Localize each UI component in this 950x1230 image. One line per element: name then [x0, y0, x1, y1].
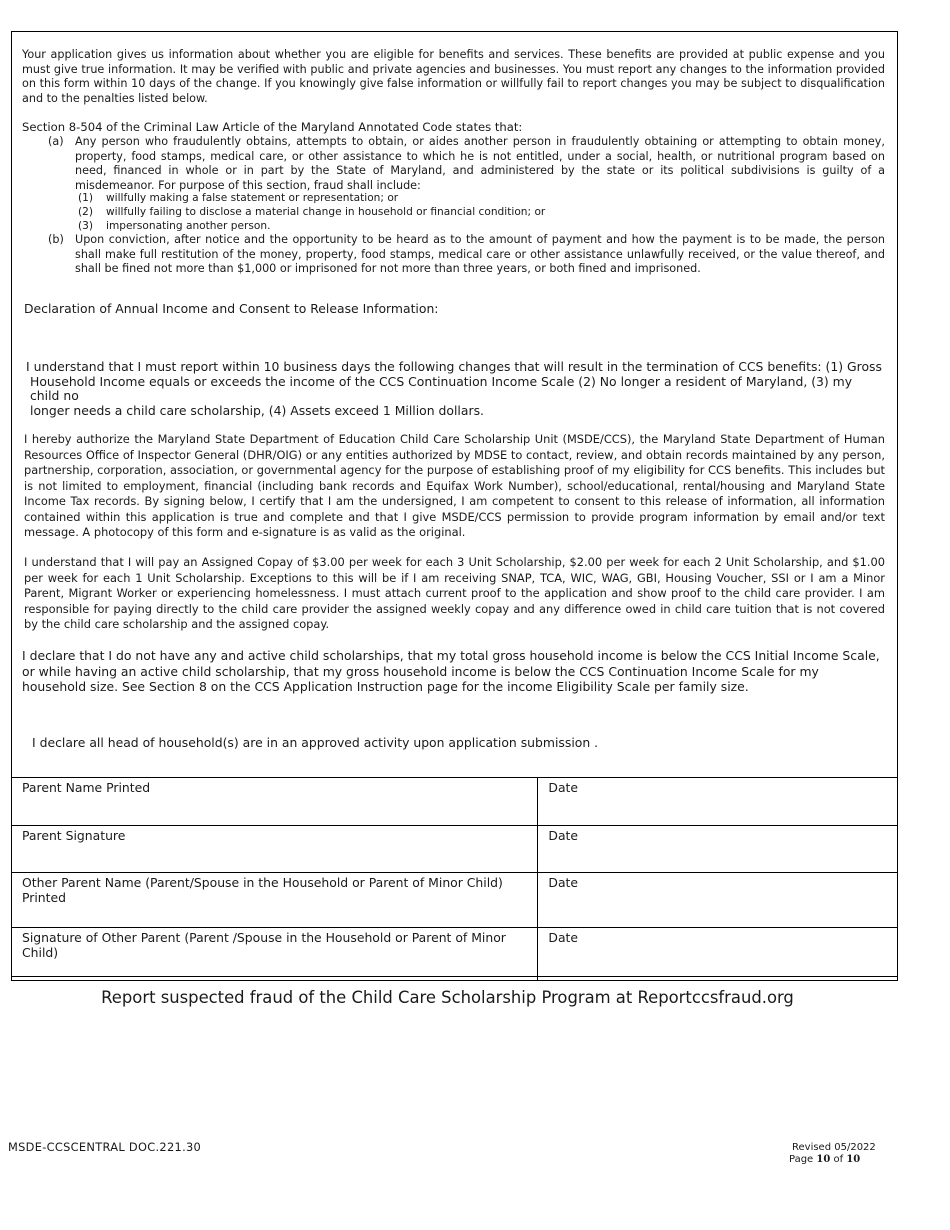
law-clause-a	[48, 135, 885, 193]
copay-paragraph: I understand that I will pay an Assigned Copay of $3.00 per week for each 3 Unit Scholarship, $2.00 per week for each 2 Unit Scholarship, and $1.00 per week for each 1 Unit Scholarship. Exceptions to this will be if I am receiving SNAP, TCA, WIC, WAG, GBI, Housing Voucher, SSI or I am a Minor Parent, Migrant Worker or experiencing homelessness. I must attach current proof to the application and show proof to the child care provider. I am responsible for paying directly to the child care provider the assigned weekly copay and any difference owed in child care tuition that is not covered by the child care scholarship and the assigned copay.	[24, 555, 885, 631]
declaration-title: Declaration of Annual Income and Consent to Release Information:	[24, 301, 439, 316]
fraud-item-number: (1)	[78, 192, 94, 204]
law-heading: Section 8-504 of the Criminal Law Article of the Maryland Annotated Code states that:	[22, 120, 523, 134]
fraud-item-number: (3)	[78, 220, 94, 232]
document-id: MSDE-CCSCENTRAL DOC.221.30	[8, 1140, 202, 1154]
date-field[interactable]: Date	[538, 778, 898, 826]
authorization-paragraph: I hereby authorize the Maryland State Department of Education Child Care Scholarship Unit (MSDE/CCS), the Maryland State Department of Human Resources Office of Inspector General (DHR/OIG) or any entities authorized by MDSE to contact, review, and obtain records maintained by any person, partnership, corporation, association, or governmental agency for the purpose of establishing proof of my eligibility for CCS benefits. This includes but is not limited to employment, financial (including bank records and Equifax Work Number), school/educational, rental/housing and Maryland State Income Tax records. By signing below, I certify that I am the undersigned, I am competent to consent to this release of information, all information contained within this application is true and complete and that I give MSDE/CCS permission to provide program information by email and/or text message. A photocopy of this form and e-signature is as valid as the original.	[24, 432, 885, 539]
signature-table	[11, 777, 898, 981]
signature-row	[12, 826, 898, 873]
clause-a-text: Any person who fraudulently obtains, attempts to obtain, or aides another person in fraudulently obtaining or attempting to obtain money, property, food stamps, medical care, or other assistance to which he is not entitled, under a social, health, or nutritional program based on need, financed in whole or in part by the State of Maryland, and administered by the state or its political subdivisions is guilty of a misdemeanor. For purpose of this section, fraud shall include:	[75, 135, 885, 192]
revised-date: Revised 05/2022	[792, 1142, 876, 1153]
fraud-item-text: impersonating another person.	[106, 220, 271, 232]
fraud-item-text: willfully making a false statement or representation; or	[106, 192, 399, 204]
form-frame	[11, 31, 898, 977]
page-number	[789, 1154, 860, 1165]
parent-name-field[interactable]: Parent Name Printed	[12, 778, 538, 826]
clause-b-text: Upon conviction, after notice and the opportunity to be heard as to the amount of payment and how the payment is to be made, the person shall make full restitution of the money, property, food stamps, medical care or other assistance unlawfully received, or the value thereof, and shall be fined not more than $1,000 or imprisoned for not more than three years, or both fined and imprisoned.	[75, 233, 885, 276]
page-current: 10	[816, 1154, 831, 1165]
signature-row	[12, 778, 898, 826]
clause-a-label: (a)	[48, 135, 64, 148]
fraud-item	[78, 219, 270, 234]
date-field[interactable]: Date	[538, 826, 898, 873]
report-changes-line: Household Income equals or exceeds the income of the CCS Continuation Income Scale (2) No longer a resident of Maryland, (3) my child no	[30, 373, 853, 404]
signature-row	[12, 928, 898, 981]
other-parent-signature-field[interactable]: Signature of Other Parent (Parent /Spouse in the Household or Parent of Minor Child)	[12, 928, 538, 981]
signature-row	[12, 873, 898, 928]
fraud-item	[78, 191, 398, 206]
date-field[interactable]: Date	[538, 873, 898, 928]
intro-paragraph: Your application gives us information about whether you are eligible for benefits and services. These benefits are provided at public expense and you must give true information. It may be verified with public and private agencies and businesses. You must report any changes to the information provided on this form within 10 days of the change. If you knowingly give false information or willfully fail to report changes you may be subject to disqualification and to the penalties listed below.	[22, 48, 885, 105]
income-declaration: I declare that I do not have any and active child scholarships, that my total gross household income is below the CCS Initial Income Scale, or while having an active child scholarship, that my gross household income is below the CCS Continuation Income Scale for my household size. See Section 8 on the CCS Application Instruction page for the income Eligibility Scale per family size.	[22, 648, 880, 695]
fraud-report-notice: Report suspected fraud of the Child Care Scholarship Program at Reportccsfraud.org	[101, 988, 794, 1007]
other-parent-name-field[interactable]: Other Parent Name (Parent/Spouse in the Household or Parent of Minor Child) Printed	[12, 873, 538, 928]
law-clause-b	[48, 233, 885, 277]
parent-signature-field[interactable]: Parent Signature	[12, 826, 538, 873]
activity-declaration: I declare all head of household(s) are in an approved activity upon application submission .	[32, 735, 599, 750]
page-of: of	[830, 1154, 847, 1165]
report-changes-paragraph	[26, 360, 885, 418]
page-total: 10	[846, 1154, 861, 1165]
report-changes-line: I understand that I must report within 10 business days the following changes that will result in the termination of CCS benefits: (1) Gross	[26, 359, 882, 374]
clause-b-label: (b)	[48, 233, 64, 246]
page-prefix: Page	[789, 1154, 817, 1165]
date-field[interactable]: Date	[538, 928, 898, 981]
fraud-item-text: willfully failing to disclose a material change in household or financial condition; or	[106, 206, 546, 218]
fraud-item	[78, 205, 545, 220]
fraud-item-number: (2)	[78, 206, 94, 218]
report-changes-line: longer needs a child care scholarship, (4) Assets exceed 1 Million dollars.	[30, 402, 484, 418]
